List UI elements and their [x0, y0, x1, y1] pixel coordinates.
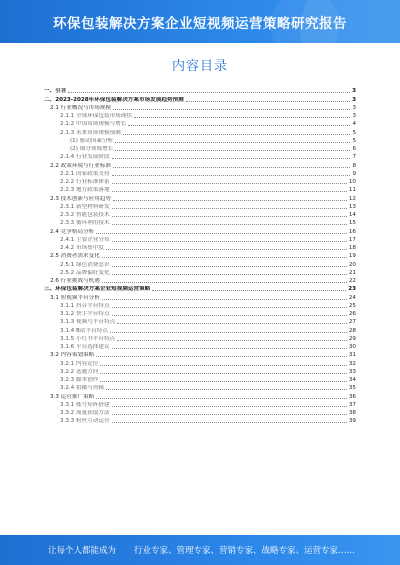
toc-entry-page: 3	[352, 96, 356, 103]
toc-leader-dots	[96, 233, 347, 234]
toc-entry-page: 25	[348, 302, 356, 309]
toc-entry-page: 20	[348, 261, 356, 268]
toc-leader-dots	[115, 142, 350, 143]
toc-entry-page: 9	[352, 170, 356, 177]
toc-entry-title: 2.2.1 国家政策支持	[60, 170, 110, 177]
toc-entry-title: 三、环保包装解决方案企业短视频运营策略	[44, 286, 151, 293]
toc-entry[interactable]	[44, 311, 356, 319]
toc-entry-title: 3.2.3 脚本创作	[60, 377, 99, 383]
toc-entry-page: 3	[352, 104, 356, 111]
toc-entry-title: 2.1 行业概况与市场规模	[50, 104, 112, 111]
toc-entry[interactable]	[44, 410, 356, 418]
toc-entry[interactable]	[44, 360, 356, 368]
toc-entry-title: 2.5 消费者需求变化	[50, 253, 100, 260]
toc-leader-dots	[152, 290, 346, 291]
toc-entry-page: 33	[348, 368, 356, 375]
toc-entry[interactable]	[44, 162, 356, 170]
toc-leader-dots	[102, 257, 347, 258]
toc-entry-page: 8	[352, 162, 356, 169]
toc-entry-page: 14	[348, 212, 356, 218]
report-footer	[0, 535, 400, 565]
toc-leader-dots	[112, 266, 347, 267]
toc-entry-title: 2.5.1 绿色消费意识	[60, 261, 110, 268]
toc-entry-page: 38	[348, 410, 356, 416]
toc-leader-dots	[106, 249, 347, 250]
toc-entry-title: 3.1.5 小红书平台特点	[60, 335, 116, 342]
toc-leader-dots	[106, 389, 347, 390]
toc-leader-dots	[113, 109, 350, 110]
toc-entry[interactable]	[44, 352, 356, 360]
toc-entry-title: (1) 驱动因素分析	[70, 137, 114, 144]
toc-entry-title: 3.3.1 账号矩阵搭建	[60, 401, 110, 408]
toc-entry[interactable]	[44, 418, 356, 426]
toc-entry-page: 18	[348, 245, 356, 251]
toc-leader-dots	[112, 191, 347, 192]
toc-entry-title: 3.1.4 B站平台特点	[60, 327, 108, 334]
toc-entry[interactable]	[44, 303, 356, 311]
toc-leader-dots	[112, 414, 347, 415]
toc-leader-dots	[96, 356, 347, 357]
toc-entry-page: 19	[348, 253, 356, 260]
toc-entry[interactable]	[44, 171, 356, 179]
toc-entry-page: 23	[348, 286, 356, 293]
toc-entry-page: 34	[348, 377, 356, 383]
footer-tagline: 行业专家、管理专家、营销专家、战略专家、运营专家……	[134, 546, 356, 556]
toc-entry[interactable]	[44, 228, 356, 236]
toc-entry-page: 31	[348, 352, 356, 359]
toc-entry-page: 15	[348, 220, 356, 227]
toc-leader-dots	[112, 274, 347, 275]
toc-entry[interactable]	[44, 187, 356, 195]
toc-leader-dots	[128, 125, 350, 126]
toc-entry-title: (2) 细分领域增长	[70, 146, 114, 152]
toc-leader-dots	[112, 422, 347, 423]
toc-leader-dots	[115, 150, 350, 151]
toc-entry-title: 2.5.2 品牌偏好变化	[60, 269, 110, 276]
report-header	[0, 0, 400, 43]
toc-leader-dots	[112, 208, 347, 209]
toc-entry[interactable]	[44, 212, 356, 220]
toc-entry-title: 2.4 竞争格局分析	[50, 228, 95, 235]
toc-entry-page: 3	[352, 88, 356, 95]
toc-entry-title: 2.1.1 全球环保包装市场现状	[60, 113, 132, 119]
toc-entry-page: 36	[348, 393, 356, 400]
table-of-contents	[44, 88, 356, 426]
toc-entry[interactable]	[44, 105, 356, 113]
toc-entry-title: 3.1 短视频平台分析	[50, 294, 100, 301]
toc-entry[interactable]	[44, 294, 356, 302]
toc-entry-title: 3.3 运营推广策略	[50, 393, 95, 400]
toc-leader-dots	[112, 406, 347, 407]
toc-entry[interactable]	[44, 393, 356, 401]
toc-entry[interactable]	[44, 377, 356, 385]
toc-leader-dots	[112, 241, 347, 242]
toc-entry[interactable]	[44, 154, 356, 162]
toc-entry-title: 3.3.3 粉丝互动运营	[60, 418, 110, 425]
toc-entry-page: 4	[352, 121, 356, 128]
toc-leader-dots	[186, 101, 350, 102]
toc-entry[interactable]	[44, 204, 356, 212]
toc-entry-title: 2.2.3 地方政策落地	[60, 187, 110, 194]
toc-entry[interactable]	[44, 146, 356, 154]
toc-entry-title: 2.4.2 市场集中度	[60, 245, 104, 251]
toc-entry-page: 17	[348, 236, 356, 243]
toc-entry-title: 3.2.1 内容定位	[60, 360, 99, 367]
toc-entry[interactable]	[44, 278, 356, 286]
toc-leader-dots	[117, 340, 347, 341]
toc-leader-dots	[100, 365, 346, 366]
toc-leader-dots	[110, 332, 347, 333]
toc-entry-title: 2.4.1 主要企业分布	[60, 236, 110, 243]
toc-entry-page: 39	[348, 418, 356, 425]
toc-entry[interactable]	[44, 253, 356, 261]
toc-entry[interactable]	[44, 261, 356, 269]
toc-entry-page: 27	[348, 319, 356, 326]
toc-leader-dots	[96, 398, 347, 399]
toc-entry-page: 24	[348, 294, 356, 301]
toc-leader-dots	[112, 307, 347, 308]
toc-entry-title: 一、引言	[44, 88, 67, 95]
toc-entry-title: 2.3.1 新型材料研发	[60, 203, 110, 210]
toc-entry-page: 13	[348, 203, 356, 210]
toc-leader-dots	[112, 224, 347, 225]
toc-entry-title: 3.1.3 视频号平台特点	[60, 319, 116, 326]
toc-entry[interactable]	[44, 179, 356, 187]
toc-entry-title: 3.3.2 流量获取方法	[60, 410, 110, 416]
toc-leader-dots	[113, 167, 350, 168]
toc-entry-page: 16	[348, 228, 356, 235]
toc-entry-page: 22	[348, 278, 356, 284]
toc-entry-page: 37	[348, 401, 356, 408]
toc-leader-dots	[102, 282, 347, 283]
toc-entry[interactable]	[44, 88, 356, 96]
toc-heading: 内容目录	[171, 59, 228, 74]
toc-entry-page: 30	[348, 344, 356, 350]
toc-entry[interactable]	[44, 220, 356, 228]
toc-entry-title: 二、2023-2028年环保包装解决方案市场发展趋势预测	[44, 96, 184, 103]
toc-entry-title: 3.1.6 平台选择建议	[60, 344, 110, 350]
toc-entry-page: 5	[352, 129, 356, 136]
toc-entry[interactable]	[44, 344, 356, 352]
toc-entry-page: 3	[352, 113, 356, 119]
toc-entry[interactable]	[44, 245, 356, 253]
toc-entry-title: 2.2 政策环境与行业标准	[50, 162, 112, 169]
toc-entry[interactable]	[44, 138, 356, 146]
toc-leader-dots	[100, 381, 346, 382]
toc-entry-title: 2.3 技术创新与应用趋势	[50, 195, 112, 202]
toc-entry-page: 29	[348, 335, 356, 342]
toc-entry[interactable]	[44, 237, 356, 245]
toc-entry[interactable]	[44, 121, 356, 129]
toc-entry[interactable]	[44, 402, 356, 410]
toc-leader-dots	[112, 175, 351, 176]
toc-leader-dots	[113, 200, 347, 201]
toc-leader-dots	[112, 216, 347, 217]
toc-leader-dots	[134, 117, 350, 118]
toc-entry-title: 2.1.2 中国市场规模与增长	[60, 121, 127, 128]
toc-entry-page: 7	[352, 154, 356, 161]
toc-leader-dots	[102, 299, 347, 300]
toc-entry[interactable]	[44, 385, 356, 393]
toc-leader-dots	[123, 134, 351, 135]
toc-entry-title: 3.1.1 抖音平台特点	[60, 302, 110, 309]
toc-entry-title: 3.2 内容策划策略	[50, 352, 95, 359]
toc-entry[interactable]	[44, 195, 356, 203]
footer-slogan: 让每个人都能成为	[48, 546, 117, 556]
toc-entry[interactable]	[44, 129, 356, 137]
toc-leader-dots	[100, 373, 346, 374]
toc-entry[interactable]	[44, 369, 356, 377]
toc-entry-title: 2.3.3 循环利用技术	[60, 220, 110, 227]
report-title: 环保包装解决方案企业短视频运营策略研究报告	[53, 16, 347, 32]
toc-entry[interactable]	[44, 286, 356, 294]
toc-entry[interactable]	[44, 319, 356, 327]
toc-entry-page: 11	[348, 187, 356, 194]
toc-leader-dots	[112, 183, 347, 184]
toc-entry[interactable]	[44, 327, 356, 335]
toc-leader-dots	[112, 158, 351, 159]
toc-entry-page: 5	[352, 137, 356, 144]
toc-entry-page: 10	[348, 179, 356, 185]
toc-entry[interactable]	[44, 113, 356, 121]
toc-entry-title: 3.2.2 选题方向	[60, 368, 99, 375]
toc-entry-page: 21	[348, 269, 356, 276]
toc-entry-title: 2.6 行业挑战与机遇	[50, 278, 100, 284]
toc-entry-title: 2.1.4 行业发展阶段	[60, 154, 110, 161]
toc-entry-title: 3.1.2 快手平台特点	[60, 311, 110, 317]
toc-entry-title: 2.1.3 未来市场规模预测	[60, 129, 121, 136]
toc-leader-dots	[68, 92, 350, 93]
toc-leader-dots	[112, 315, 347, 316]
toc-entry-page: 32	[348, 360, 356, 367]
toc-leader-dots	[117, 323, 347, 324]
toc-entry-title: 2.3.2 智能包装技术	[60, 212, 110, 218]
toc-entry-page: 6	[352, 146, 356, 152]
toc-leader-dots	[112, 348, 347, 349]
toc-entry-page: 35	[348, 385, 356, 392]
toc-entry-title: 2.2.2 行业标准体系	[60, 179, 110, 185]
toc-entry[interactable]	[44, 96, 356, 104]
toc-entry-page: 12	[348, 195, 356, 202]
toc-entry-page: 26	[348, 311, 356, 317]
toc-entry[interactable]	[44, 270, 356, 278]
toc-entry-title: 3.2.4 拍摄与剪辑	[60, 385, 104, 392]
toc-entry[interactable]	[44, 336, 356, 344]
toc-entry-page: 28	[348, 327, 356, 334]
